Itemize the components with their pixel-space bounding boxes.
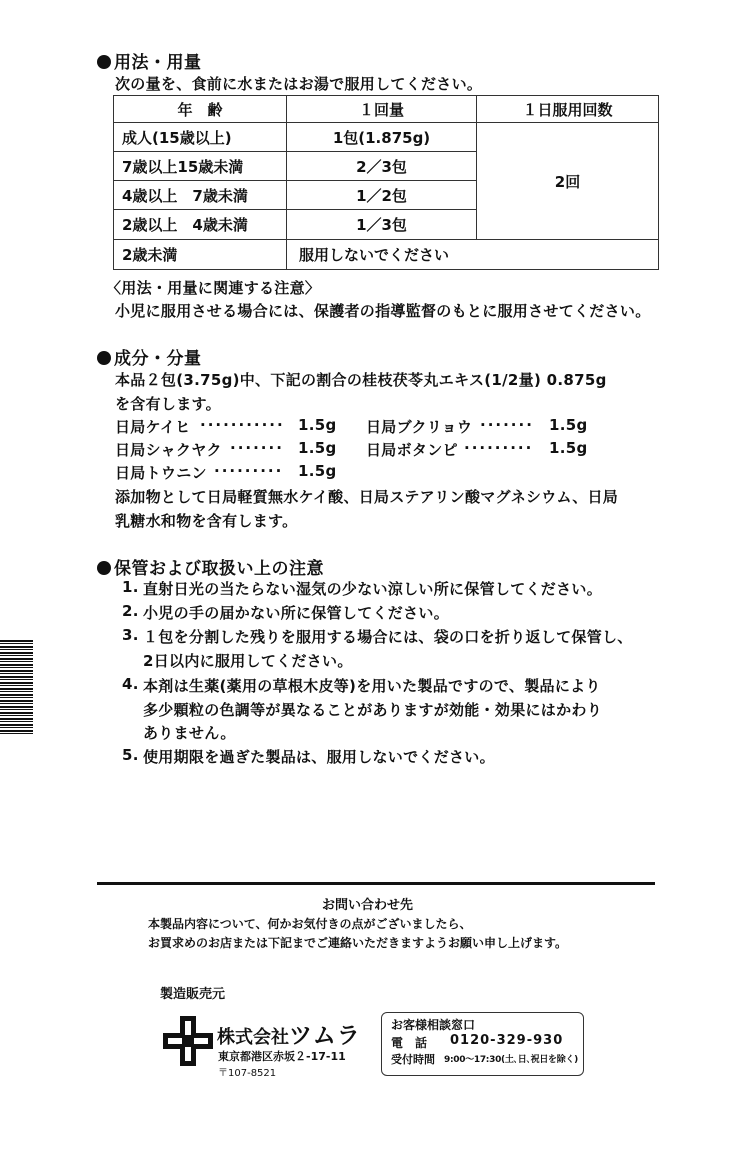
contact-hours: 9:00〜17:30(土､日､祝日を除く) [444,1055,578,1065]
ingredient-amount: 1.5g [549,416,588,434]
table-row [114,240,659,270]
inquiry-title: お問い合わせ先 [322,898,414,913]
company-brand: ツムラ [289,1023,361,1049]
bullet-icon [97,351,111,365]
inquiry-line1: 本製品内容について、何かお気付きの点がございましたら、 [148,917,472,931]
contact-box [381,1012,584,1076]
ingredients-title-text: 成分・分量 [114,349,202,369]
header-times: １日服用回数 [477,96,659,123]
ingredient-amount: 1.5g [549,439,588,457]
age-cell: 成人(15歳以上) [114,123,287,152]
storage-item-number: 2. [122,602,139,620]
age-cell: 2歳未満 [114,240,287,270]
ingredient-amount: 1.5g [298,416,337,434]
bullet-icon [97,55,111,69]
storage-item-number: 5. [122,746,139,764]
age-cell: 2歳以上 4歳未満 [114,210,287,240]
company-zip: 〒107-8521 [218,1068,277,1079]
usage-note-title: 〈用法・用量に関連する注意〉 [106,279,321,297]
leader-dots: ··········· [200,416,285,434]
ingredient-amount: 1.5g [298,462,337,480]
ingredient-name: 日局ブクリョウ [366,418,473,436]
storage-item-text: 直射日光の当たらない湿気の少ない涼しい所に保管してください。 [143,580,603,598]
times-cell: 2回 [477,123,659,240]
storage-item-text: １包を分割した残りを服用する場合には、袋の口を折り返して保管し、 [143,628,633,646]
storage-item-text: 小児の手の届かない所に保管してください。 [143,604,450,622]
storage-item-text: 本剤は生薬(薬用の草根木皮等)を用いた製品ですので、製品により [143,677,601,695]
storage-item-text: ありません。 [143,724,236,742]
dose-cell: 2／3包 [287,152,477,181]
divider-rule [97,882,655,885]
additive-line2: 乳糖水和物を含有します。 [115,512,298,530]
leader-dots: ······· [230,439,284,457]
ingredients-section-title [97,344,202,369]
inquiry-line2: お買求めのお店または下記までご連絡いただきますようお願い申し上げます。 [148,936,568,950]
dose-cell: 1／3包 [287,210,477,240]
contact-phone-label: 電 話 [391,1036,428,1050]
leader-dots: ········· [214,462,284,480]
company-name [217,1017,361,1050]
ingredient-name: 日局ボタンピ [366,441,458,459]
ingredients-line2: を含有します。 [115,395,221,413]
ingredient-name: 日局シャクヤク [115,441,222,459]
company-address: 東京都港区赤坂２-17-11 [218,1050,346,1063]
header-dose: １回量 [287,96,477,123]
ingredient-name: 日局ケイヒ [115,418,191,436]
usage-intro: 次の量を、食前に水またはお湯で服用してください。 [115,75,483,93]
storage-item-text: 多少顆粒の色調等が異なることがありますが効能・効果にはかわり [143,701,603,719]
maker-label: 製造販売元 [160,987,226,1002]
dose-cell: 1包(1.875g) [287,123,477,152]
usage-title-text: 用法・用量 [114,53,202,73]
age-cell: 7歳以上15歳未満 [114,152,287,181]
bullet-icon [97,561,111,575]
usage-note-text: 小児に服用させる場合には、保護者の指導監督のもとに服用させてください。 [115,302,651,320]
storage-item-text: 2日以内に服用してください。 [143,652,353,670]
contact-phone: 0120-329-930 [450,1033,564,1048]
leader-dots: ········· [464,439,534,457]
contact-title: お客様相談窓口 [391,1018,476,1032]
ingredient-amount: 1.5g [298,439,337,457]
barcode-graphic [0,640,33,736]
contact-hours-label: 受付時間 [391,1053,435,1066]
header-age: 年 齢 [114,96,287,123]
additive-line1: 添加物として日局軽質無水ケイ酸、日局ステアリン酸マグネシウム、日局 [115,488,619,506]
dose-cell: 1／2包 [287,181,477,210]
table-row [114,123,659,152]
dose-cell: 服用しないでください [287,240,659,270]
table-header-row [114,96,659,123]
storage-section-title [97,554,324,579]
usage-section-title [97,48,202,73]
storage-item-number: 1. [122,578,139,596]
storage-item-number: 4. [122,675,139,693]
storage-item-text: 使用期限を過ぎた製品は、服用しないでください。 [143,748,495,766]
ingredient-name: 日局トウニン [115,464,207,482]
tsumura-logo-icon [163,1016,213,1066]
storage-item-number: 3. [122,626,139,644]
age-cell: 4歳以上 7歳未満 [114,181,287,210]
storage-title-text: 保管および取扱い上の注意 [114,559,324,579]
ingredients-line1: 本品２包(3.75g)中、下記の割合の桂枝茯苓丸エキス(1/2量) 0.875g [115,371,607,389]
company-prefix: 株式会社 [217,1027,289,1048]
leader-dots: ······· [480,416,534,434]
dosage-table [113,95,659,270]
